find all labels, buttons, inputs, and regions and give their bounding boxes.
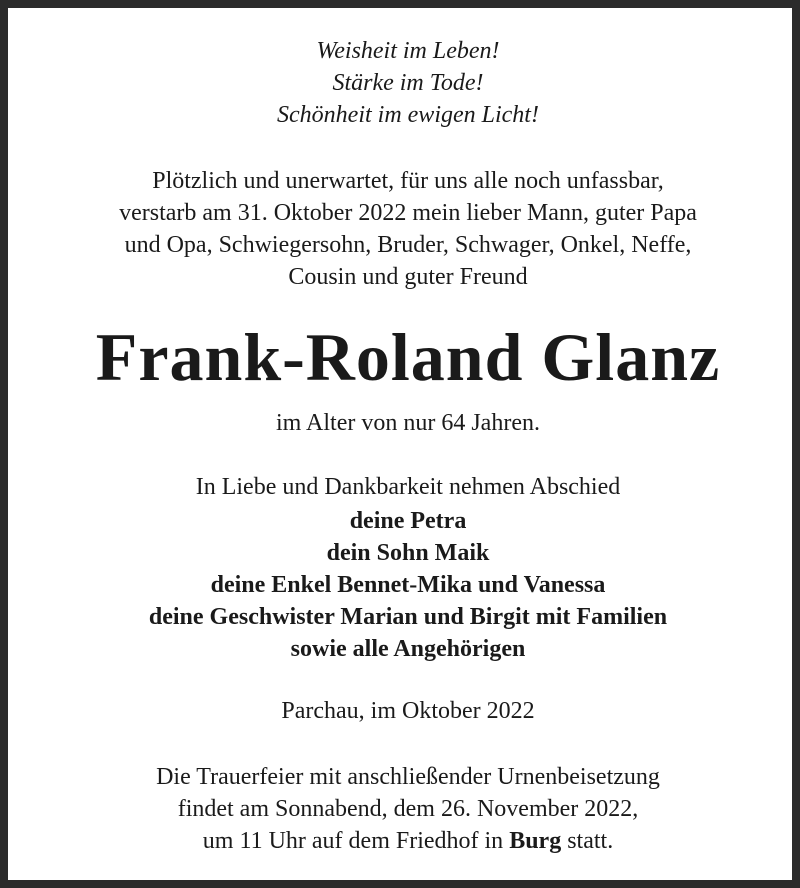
motto-line-1: Weisheit im Leben! xyxy=(316,38,500,64)
mourner-line: dein Sohn Maik xyxy=(326,540,490,566)
farewell-intro: In Liebe und Dankbarkeit nehmen Abschied xyxy=(195,474,621,500)
obituary-content xyxy=(16,16,800,888)
funeral-location: Burg xyxy=(509,828,562,854)
motto-line-3: Schönheit im ewigen Licht! xyxy=(277,102,539,128)
mourner-line: sowie alle Angehörigen xyxy=(290,636,526,662)
funeral-line-3 xyxy=(16,828,800,855)
place-date: Parchau, im Oktober 2022 xyxy=(281,698,535,724)
funeral-line-1: Die Trauerfeier mit anschließender Urnenbeisetzung xyxy=(156,764,660,790)
funeral-suffix: statt. xyxy=(561,828,614,854)
mourner-line: deine Petra xyxy=(349,508,467,534)
intro-line-4: Cousin und guter Freund xyxy=(288,264,528,290)
mourner-line: deine Enkel Bennet-Mika und Vanessa xyxy=(210,572,606,598)
intro-line-3: und Opa, Schwiegersohn, Bruder, Schwager, Onkel, Neffe, xyxy=(124,232,692,258)
motto-line-2: Stärke im Tode! xyxy=(332,70,484,96)
intro-line-2: verstarb am 31. Oktober 2022 mein lieber Mann, guter Papa xyxy=(119,200,697,226)
funeral-time-text: um 11 Uhr auf dem Friedhof in xyxy=(202,828,510,854)
intro-line-1: Plötzlich und unerwartet, für uns alle noch unfassbar, xyxy=(152,168,664,194)
funeral-line-2: findet am Sonnabend, dem 26. November 2022, xyxy=(177,796,639,822)
deceased-name: Frank-Roland Glanz xyxy=(95,319,721,395)
age-line: im Alter von nur 64 Jahren. xyxy=(276,410,540,436)
mourner-line: deine Geschwister Marian und Birgit mit Familien xyxy=(148,604,668,630)
